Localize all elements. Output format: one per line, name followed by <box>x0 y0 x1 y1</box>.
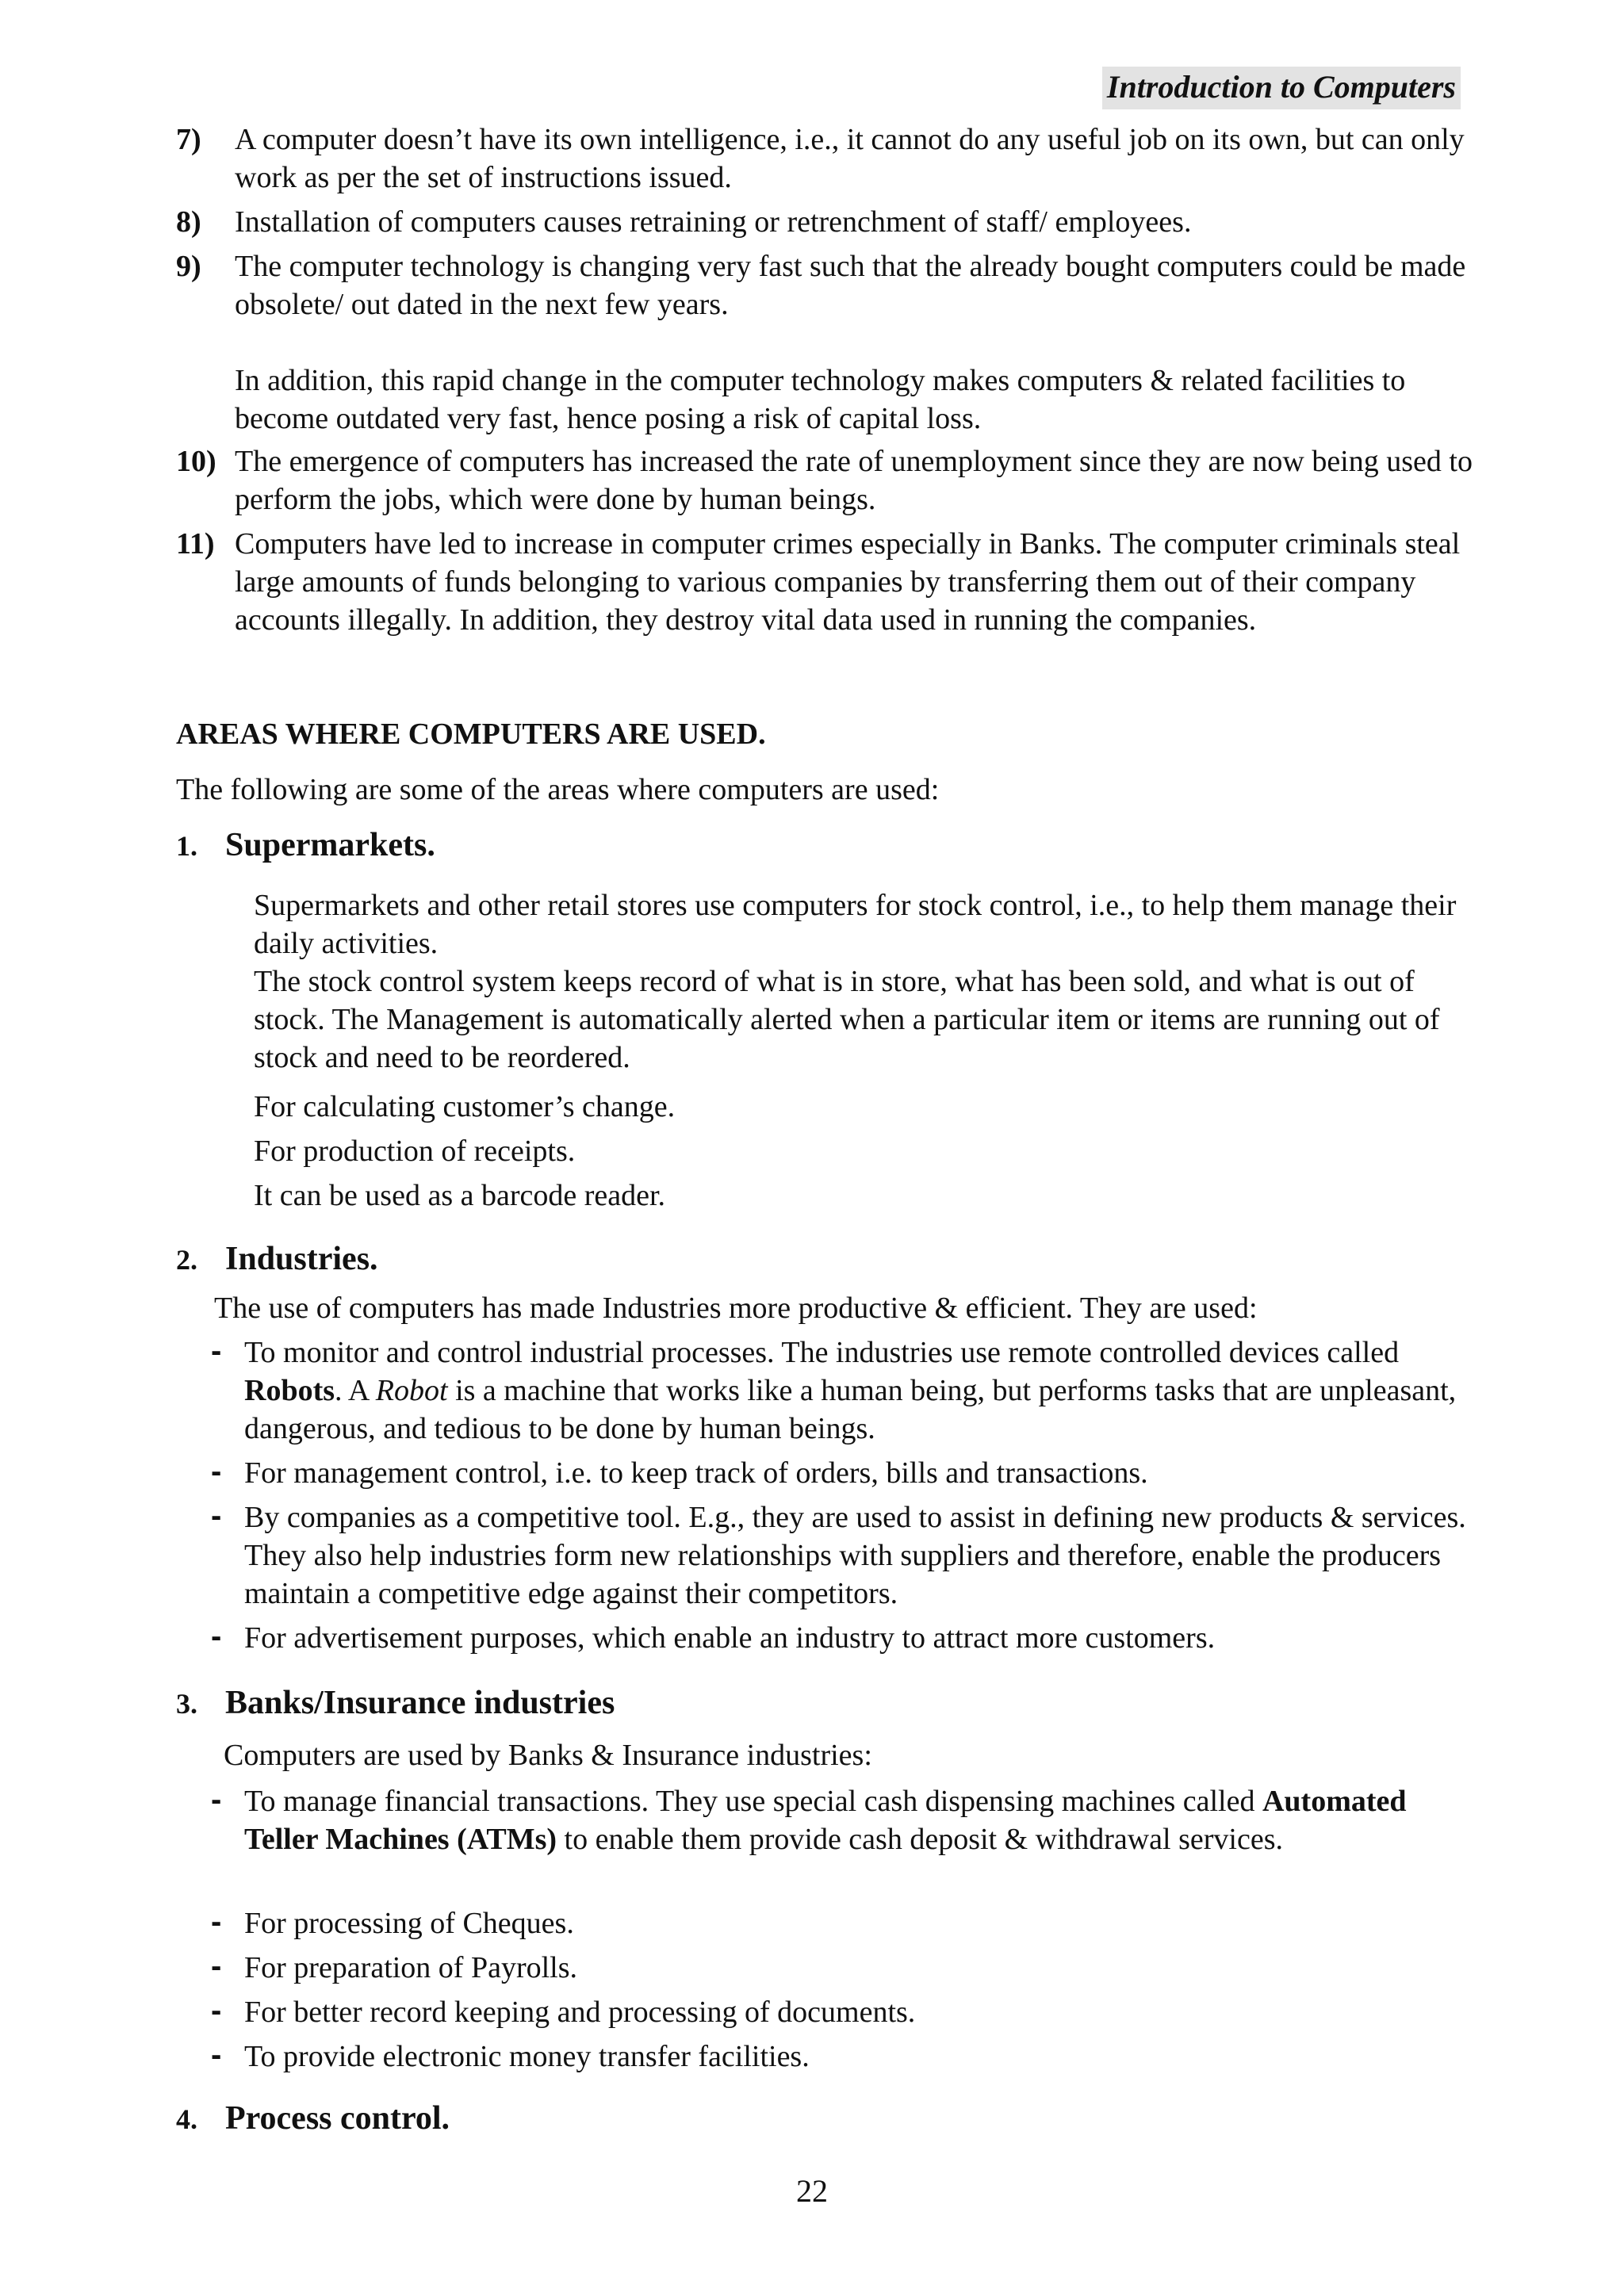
item-text: A computer doesn’t have its own intelligence, i.e., it cannot do any useful job on its own, but can only work as per the set of instructions issued. <box>235 123 1465 194</box>
bullet-text: By companies as a competitive tool. E.g., they are used to assist in defining new products & services. They also help industries form new relationships with suppliers and therefore, enable the producers maintain a competitive edge against their competitors. <box>244 1501 1466 1610</box>
dash-bullet: - <box>211 1619 222 1654</box>
list-item-7 <box>176 121 1477 197</box>
section-title-banks <box>176 1682 615 1724</box>
supermarkets-paragraph-1: Supermarkets and other retail stores use computers for stock control, i.e., to help them manage their daily activities. <box>254 889 1457 960</box>
running-header: Introduction to Computers <box>1102 67 1461 109</box>
dash-bullet: - <box>211 1904 222 1939</box>
item-number: 11) <box>176 527 215 561</box>
item-extra-paragraph: In addition, this rapid change in the computer technology makes computers & related facilities to become outdated very fast, hence posing a risk of capital loss. <box>235 364 1406 435</box>
section-title: Banks/Insurance industries <box>225 1685 615 1721</box>
dash-bullet: - <box>211 1782 222 1817</box>
section-title: Process control. <box>225 2100 450 2137</box>
dash-bullet: - <box>211 1334 222 1368</box>
item-text: The computer technology is changing very fast such that the already bought computers could be made obsolete/ out dated in the next few years. <box>235 250 1466 321</box>
section-title-supermarkets <box>176 825 435 867</box>
areas-intro: The following are some of the areas where computers are used: <box>176 773 940 806</box>
section-title-industries <box>176 1238 378 1280</box>
item-number: 10) <box>176 445 216 478</box>
bullet-text: For preparation of Payrolls. <box>244 1951 578 1984</box>
industries-intro: The use of computers has made Industries more productive & efficient. They are used: <box>214 1292 1258 1325</box>
list-item <box>211 1498 1480 1613</box>
list-item <box>211 1904 1480 1942</box>
section-number: 3. <box>176 1688 197 1720</box>
item-text: Computers have led to increase in computer crimes especially in Banks. The computer criminals steal large amounts of funds belonging to various companies by transferring them out of their company accounts illegally. In addition, they destroy vital data used in running the companies. <box>235 527 1461 637</box>
section-number: 1. <box>176 830 197 862</box>
list-item <box>211 1454 1480 1492</box>
bullet-text: For advertisement purposes, which enable an industry to attract more customers. <box>244 1621 1216 1655</box>
section-title-process-control <box>176 2098 450 2140</box>
list-item <box>211 2038 1480 2076</box>
section-heading-areas: AREAS WHERE COMPUTERS ARE USED. <box>176 718 766 751</box>
bullet-text: For management control, i.e. to keep track of orders, bills and transactions. <box>244 1456 1148 1490</box>
bullet-text: For processing of Cheques. <box>244 1907 574 1940</box>
item-number: 9) <box>176 250 201 283</box>
item-text: The emergence of computers has increased the rate of unemployment since they are now being used to perform the jobs, which were done by human beings. <box>235 445 1473 516</box>
list-item-9 <box>176 247 1477 438</box>
list-item <box>211 1782 1480 1858</box>
section-number: 4. <box>176 2103 197 2135</box>
item-number: 8) <box>176 205 201 239</box>
dash-bullet: - <box>211 1949 222 1984</box>
section-number: 2. <box>176 1244 197 1276</box>
item-text: Installation of computers causes retraining or retrenchment of staff/ employees. <box>235 205 1192 239</box>
supermarkets-line: For calculating customer’s change. <box>254 1090 676 1123</box>
list-item-10 <box>176 442 1477 519</box>
list-item <box>211 1619 1480 1657</box>
bullet-text: For better record keeping and processing of documents. <box>244 1996 916 2029</box>
dash-bullet: - <box>211 2038 222 2072</box>
list-item-11 <box>176 525 1477 639</box>
supermarkets-paragraph-2: The stock control system keeps record of what is in store, what has been sold, and what is out of stock. The Management is automatically alerted when a particular item or items are running out of stock and need to be reordered. <box>254 965 1440 1074</box>
list-item <box>211 1993 1480 2031</box>
list-item <box>211 1334 1480 1448</box>
page-number: 22 <box>796 2173 828 2209</box>
banks-intro: Computers are used by Banks & Insurance industries: <box>224 1739 872 1772</box>
list-item-8 <box>176 203 1477 241</box>
item-number: 7) <box>176 123 201 156</box>
supermarkets-line: For production of receipts. <box>254 1135 576 1168</box>
bullet-text: To monitor and control industrial processes. The industries use remote controlled devices called Robots. A Robot is a machine that works like a human being, but performs tasks that are unpleasant, dangerous, and tedious to be done by human beings. <box>244 1336 1457 1445</box>
supermarkets-line: It can be used as a barcode reader. <box>254 1179 666 1212</box>
bullet-text: To provide electronic money transfer facilities. <box>244 2040 810 2073</box>
bullet-text: To manage financial transactions. They use special cash dispensing machines called Automated Teller Machines (ATMs) to enable them provide cash deposit & withdrawal services. <box>244 1785 1407 1856</box>
list-item <box>211 1949 1480 1987</box>
dash-bullet: - <box>211 1993 222 2028</box>
section-title: Industries. <box>225 1241 378 1277</box>
section-title: Supermarkets. <box>225 827 435 863</box>
dash-bullet: - <box>211 1454 222 1489</box>
dash-bullet: - <box>211 1498 222 1533</box>
